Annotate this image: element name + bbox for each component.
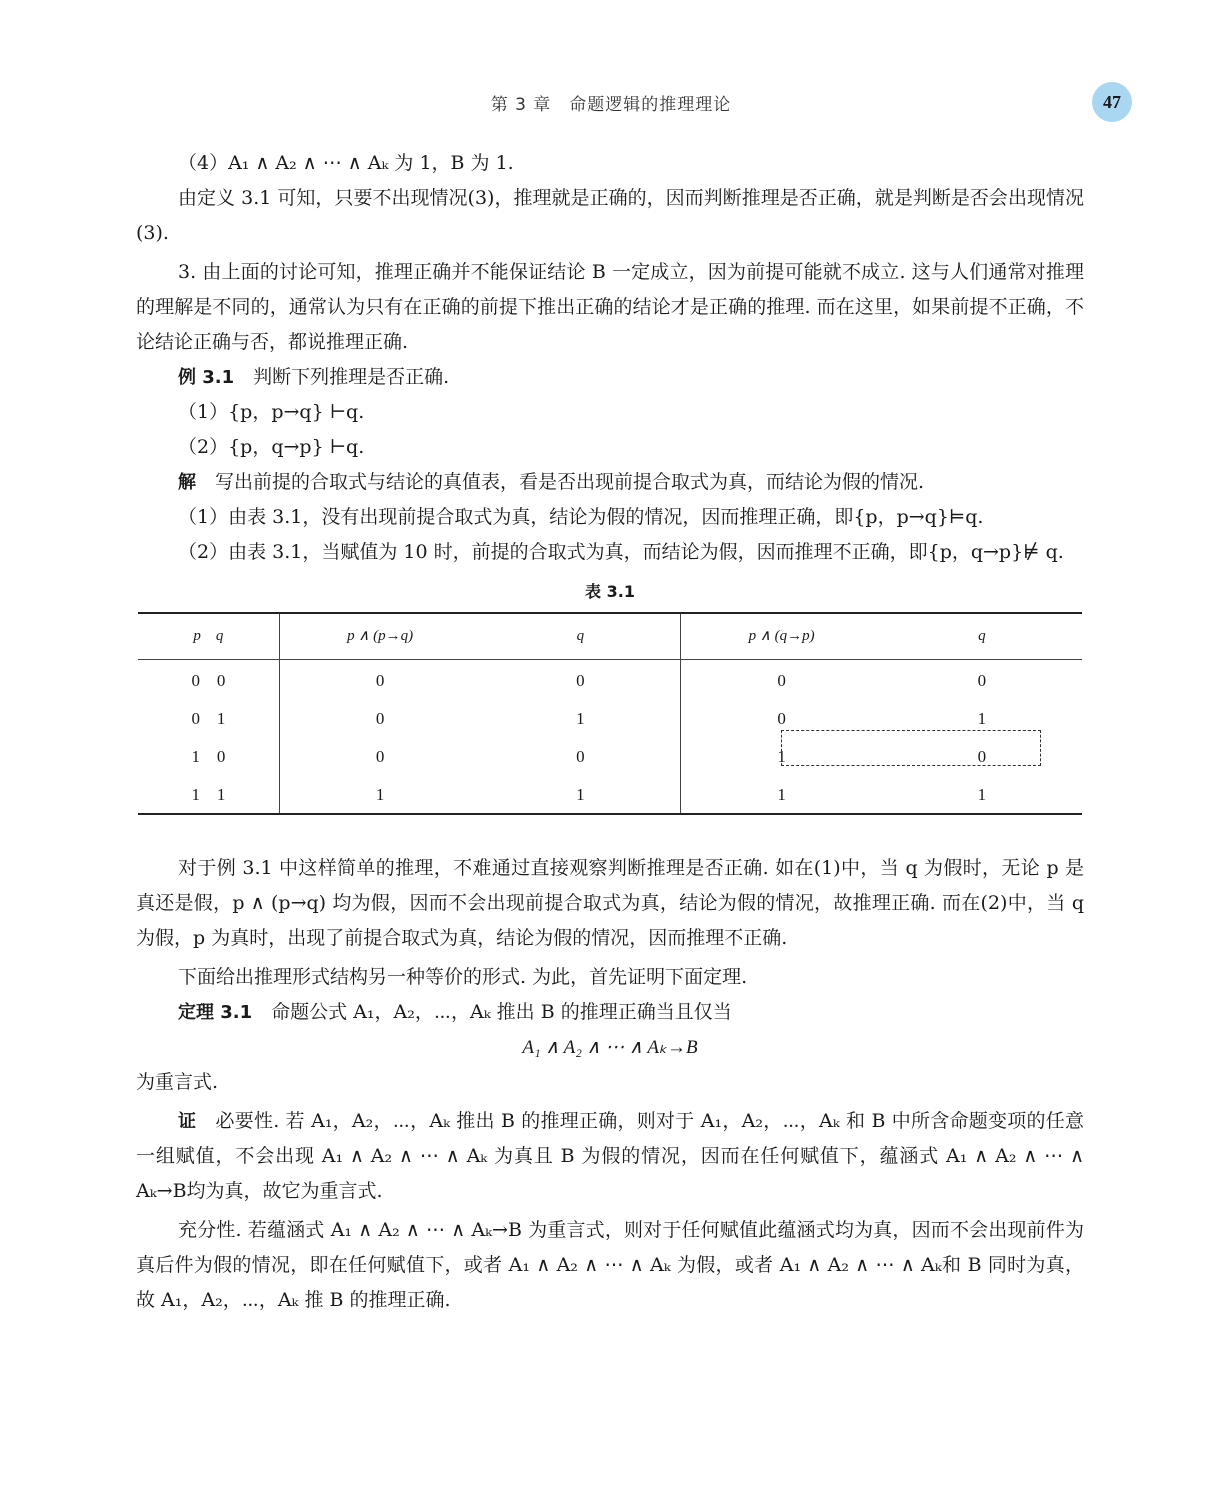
theorem-tail: 为重言式. [136, 1071, 219, 1093]
discussion-1: 对于例 3.1 中这样简单的推理，不难通过直接观察判断推理是否正确. 如在(1)中，当 q 为假时，无论 p 是真还是假，p ∧ (p→q) 均为假，因而不会出现前提合取式为真，结论为假的情况，故推理正确. 而在(2)中，当 q 为假，p 为真时，出现了前提合取式为真，结论为假的情况，因而推理不正确. [136, 857, 1084, 949]
cell-premise-1: 0 [279, 660, 480, 700]
page-number: 47 [1092, 82, 1132, 122]
cell-conclusion-1: 0 [576, 670, 585, 690]
cell-premise-1: 1 [279, 775, 480, 814]
table-caption: 表 3.1 [585, 582, 635, 601]
cell-premise-2: 0 [681, 699, 882, 737]
proof-necessity [136, 1104, 1084, 1209]
truth-table [138, 612, 1082, 815]
example-item-2: （2）{p，q→p} ⊢q. [178, 436, 365, 458]
cell-premise-2: 0 [681, 660, 882, 700]
truth-table-wrapper [136, 612, 1084, 815]
proof-sufficiency: 充分性. 若蕴涵式 A₁ ∧ A₂ ∧ ⋯ ∧ Aₖ→B 为重言式，则对于任何赋值此蕴涵式均为真，因而不会出现前件为真后件为假的情况，即在任何赋值下，或者 A₁ ∧ A₂ ∧ ⋯ ∧ Aₖ 为假，或者 A₁ ∧ A₂ ∧ ⋯ ∧ Aₖ和 B 同时为真，故 A₁，A₂，⋯，Aₖ 推 B 的推理正确. [136, 1219, 1084, 1311]
solution-text: 写出前提的合取式与结论的真值表，看是否出现前提合取式为真，而结论为假的情况. [215, 471, 925, 493]
header-pq: p q [193, 628, 224, 644]
example-item-1: （1）{p，p→q} ⊢q. [178, 401, 365, 423]
cell-pq: 0 1 [191, 708, 226, 728]
cell-premise-1: 0 [279, 699, 480, 737]
theorem-formula: A₁ ∧ A₂ ∧ ⋯ ∧ Aₖ→B [522, 1037, 698, 1058]
cell-conclusion-1: 0 [576, 746, 585, 766]
necessity-text: 必要性. 若 A₁，A₂，⋯，Aₖ 推出 B 的推理正确，则对于 A₁，A₂，⋯，Aₖ 和 B 中所含命题变项的任意一组赋值，不会出现 A₁ ∧ A₂ ∧ ⋯ ∧ Aₖ 为真且 B 为假的情况，因而在任何赋值下，蕴涵式 A₁ ∧ A₂ ∧ ⋯ ∧ Aₖ→B均为真，故它为重言式. [136, 1110, 1084, 1202]
dashed-highlight-box [781, 730, 1041, 766]
example-label: 例 3.1 [178, 367, 235, 388]
cell-premise-1: 0 [279, 737, 480, 775]
point-3: 3. 由上面的讨论可知，推理正确并不能保证结论 B 一定成立，因为前提可能就不成立. 这与人们通常对推理的理解是不同的，通常认为只有在正确的前提下推出正确的结论才是正确的推理. 而在这里，如果前提不正确，不论结论正确与否，都说推理正确. [136, 261, 1084, 353]
theorem-text: 命题公式 A₁，A₂，⋯，Aₖ 推出 B 的推理正确当且仅当 [271, 1001, 732, 1023]
cell-pq: 1 1 [191, 784, 226, 804]
theorem-heading [136, 995, 1084, 1030]
case-4: （4）A₁ ∧ A₂ ∧ ⋯ ∧ Aₖ 为 1，B 为 1. [178, 152, 514, 174]
example-text: 判断下列推理是否正确. [253, 366, 450, 388]
cell-premise-2: 1 [681, 775, 882, 814]
cell-conclusion-2: 0 [977, 746, 987, 766]
discussion-2: 下面给出推理形式结构另一种等价的形式. 为此，首先证明下面定理. [178, 966, 748, 988]
header-conclusion-1: q [576, 628, 585, 644]
cell-conclusion-1: 1 [576, 784, 585, 804]
solution-2: （2）由表 3.1，当赋值为 10 时，前提的合取式为真，而结论为假，因而推理不正确，即{p，q→p}⊭ q. [178, 541, 1064, 563]
proof-label: 证 [178, 1111, 197, 1132]
cell-pq: 1 0 [191, 746, 226, 766]
table-row [138, 775, 1082, 814]
page-body [136, 146, 1084, 1318]
cell-conclusion-2: 0 [977, 670, 987, 690]
header-conclusion-2: q [978, 628, 986, 644]
cell-conclusion-2: 1 [977, 708, 987, 728]
header-premise-2: p ∧ (q→p) [681, 613, 882, 660]
cell-conclusion-1: 1 [576, 708, 585, 728]
cell-premise-2: 1 [681, 737, 882, 775]
cell-conclusion-2: 1 [977, 784, 987, 804]
table-header-row [138, 613, 1082, 660]
solution-heading [136, 465, 1084, 500]
header-premise-1: p ∧ (p→q) [279, 613, 480, 660]
theorem-label: 定理 3.1 [178, 1002, 253, 1023]
example-heading [136, 360, 1084, 395]
running-header: 第 3 章 命题逻辑的推理理论 [490, 95, 732, 115]
table-row [138, 660, 1082, 700]
cell-pq: 0 0 [191, 670, 226, 690]
definition-note: 由定义 3.1 可知，只要不出现情况(3)，推理就是正确的，因而判断推理是否正确，就是判断是否会出现情况(3). [136, 187, 1084, 244]
solution-label: 解 [178, 472, 196, 493]
solution-1: （1）由表 3.1，没有出现前提合取式为真，结论为假的情况，因而推理正确，即{p，p→q}⊨q. [178, 506, 984, 528]
